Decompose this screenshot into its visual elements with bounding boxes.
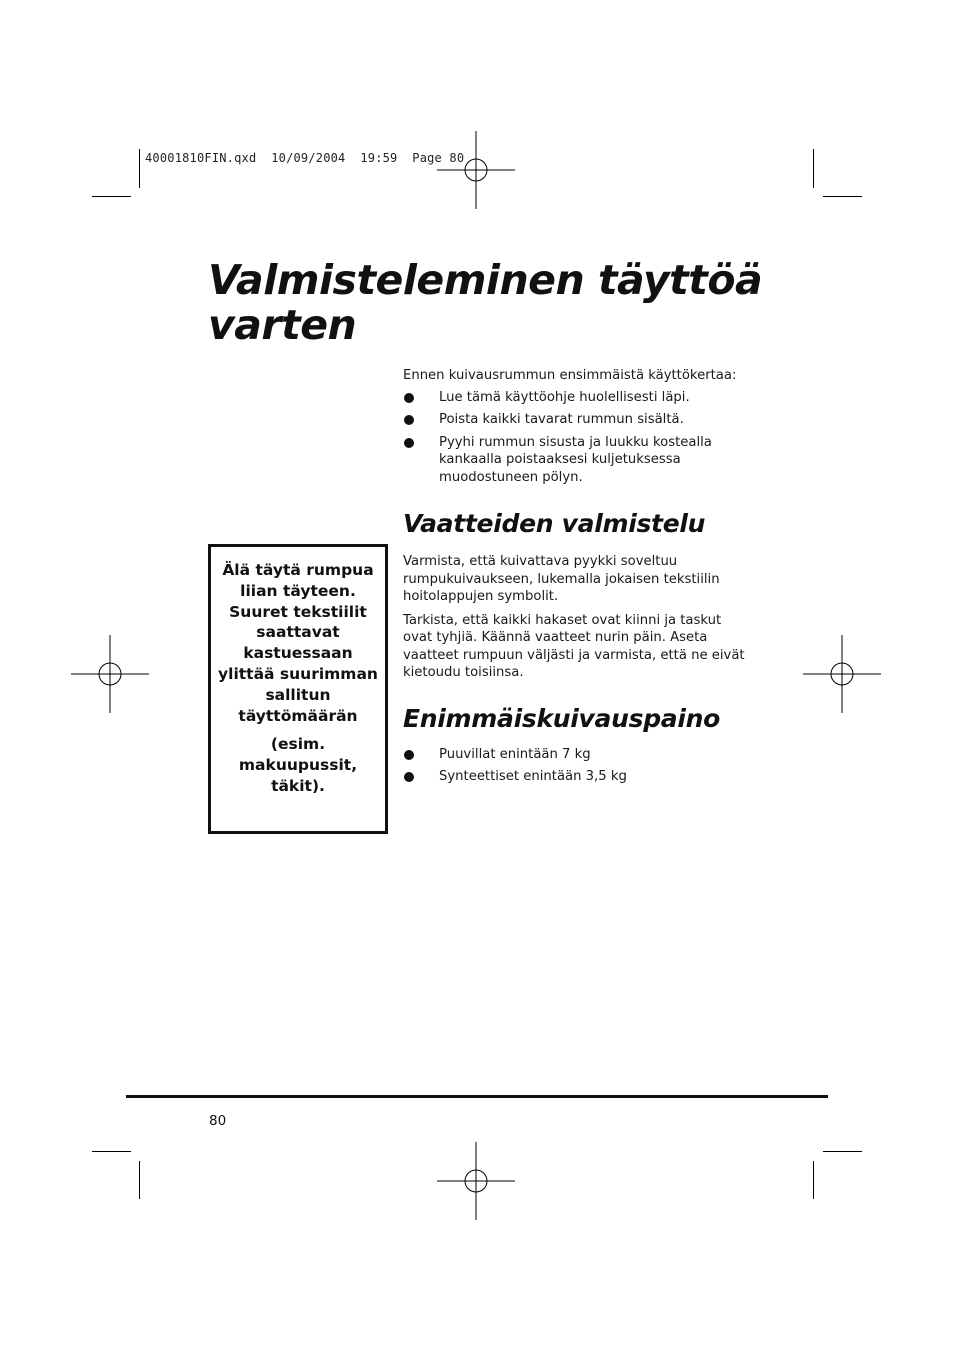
intro-bullet-list [403, 389, 748, 487]
registration-mark-icon [437, 131, 515, 209]
warning-box [208, 544, 388, 834]
crop-mark [813, 149, 814, 188]
max-load-bullet-list [403, 746, 748, 786]
main-column [403, 367, 748, 791]
list-item: Synteettiset enintään 3,5 kg [403, 768, 748, 786]
page-title-line-1: Valmisteleminen täyttöä [208, 256, 763, 304]
crop-mark [92, 196, 131, 197]
footer-divider [126, 1095, 828, 1098]
section-paragraph: Varmista, että kuivattava pyykki soveltuu rumpukuivaukseen, lukemalla jokaisen tekstiilin hoitolappujen symbolit. [403, 554, 720, 604]
registration-mark-icon [437, 1142, 515, 1220]
list-item: Puuvillat enintään 7 kg [403, 746, 748, 764]
warning-example-text: (esim. makuupussit, täkit). [238, 735, 358, 795]
registration-mark-icon [71, 635, 149, 713]
warning-text: Älä täytä rumpua liian täyteen. Suuret tekstiilit saattavat kastuessaan ylittää suurimman sallitun täyttömäärän [218, 561, 378, 725]
intro-text: Ennen kuivausrummun ensimmäistä käyttökertaa: [403, 368, 737, 383]
page-number: 80 [209, 1113, 227, 1129]
list-item: Lue tämä käyttöohje huolellisesti läpi. [403, 389, 748, 407]
crop-mark [823, 1151, 862, 1152]
crop-mark [139, 1161, 140, 1199]
list-item: Poista kaikki tavarat rummun sisältä. [403, 411, 748, 429]
section-heading-max-load: Enimmäiskuivauspaino [403, 703, 721, 733]
section-heading-clothes-preparation: Vaatteiden valmistelu [403, 509, 706, 538]
crop-mark [813, 1161, 814, 1199]
crop-mark [823, 196, 862, 197]
registration-mark-icon [803, 635, 881, 713]
crop-mark [139, 149, 140, 188]
list-item: Pyyhi rummun sisusta ja luukku kostealla kankaalla poistaaksesi kuljetuksessa muodostuneen pölyn. [403, 434, 748, 487]
section-paragraph: Tarkista, että kaikki hakaset ovat kiinni ja taskut ovat tyhjiä. Käännä vaatteet nurin päin. Aseta vaatteet rumpuun väljästi ja varmista, että ne eivät kietoudu toisiinsa. [403, 612, 745, 680]
file-slug: 40001810FIN.qxd 10/09/2004 19:59 Page 80 [145, 151, 465, 165]
crop-mark [92, 1151, 131, 1152]
page-title [208, 258, 762, 348]
page-title-line-2: varten [208, 301, 357, 349]
